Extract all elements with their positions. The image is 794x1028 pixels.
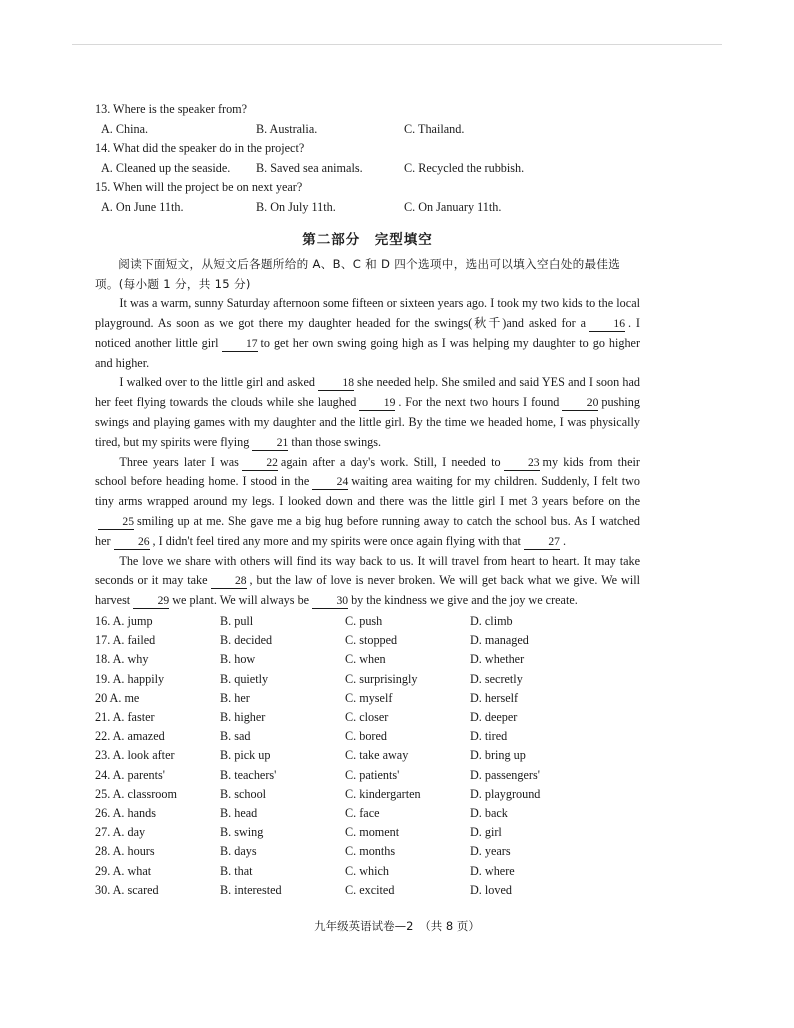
- option-c: C. kindergarten: [345, 786, 421, 801]
- option-a: 25. A. classroom: [95, 786, 177, 801]
- passage-text: than those swings.: [291, 434, 382, 449]
- blank-28: 28: [211, 574, 247, 589]
- option-a: 24. A. parents': [95, 767, 165, 782]
- option-row: [95, 670, 640, 689]
- option-b: B. sad: [220, 729, 251, 744]
- blank-21: 21: [252, 436, 288, 451]
- option-a: 22. A. amazed: [95, 729, 165, 744]
- option-a: A. On June 11th.: [101, 199, 184, 214]
- option-c: C. months: [345, 844, 396, 859]
- option-a: 26. A. hands: [95, 805, 156, 820]
- option-a: A. Cleaned up the seaside.: [101, 160, 231, 175]
- option-d: D. girl: [470, 825, 502, 840]
- passage-text: my kids from their school before heading home. I stood in the: [95, 454, 640, 489]
- passage-text: pushing swings and playing games with my daughter and the little girl. By the time we headed home, I was physically tired, but my spirits were flying: [95, 395, 640, 449]
- option-c: C. myself: [345, 690, 393, 705]
- option-b: B. her: [220, 690, 250, 705]
- question-options: [95, 198, 640, 217]
- passage-text: to get her own swing going high as I was helping my daughter to go higher and higher.: [95, 335, 641, 370]
- question-stem: 14. What did the speaker do in the project?: [95, 141, 305, 156]
- option-row: [95, 823, 640, 842]
- option-b: B. days: [220, 844, 257, 859]
- blank-18: 18: [318, 376, 354, 391]
- blank-22: 22: [242, 456, 278, 471]
- passage-text: she needed help. She smiled and said YES and I soon had her feet flying towards the clouds while she laughed: [95, 375, 640, 410]
- option-a: 27. A. day: [95, 825, 146, 840]
- blank-30: 30: [312, 594, 348, 609]
- option-a: 21. A. faster: [95, 709, 155, 724]
- option-b: B. pick up: [220, 748, 271, 763]
- option-d: D. managed: [470, 633, 529, 648]
- option-row: [95, 746, 640, 765]
- option-c: C. excited: [345, 882, 395, 897]
- question-14: [95, 139, 640, 177]
- option-row: [95, 842, 640, 861]
- option-c: C. closer: [345, 709, 389, 724]
- option-a: 16. A. jump: [95, 613, 153, 628]
- option-d: D. deeper: [470, 709, 518, 724]
- option-b: B. interested: [220, 882, 282, 897]
- question-stem: 15. When will the project be on next year?: [95, 180, 303, 195]
- option-row: [95, 785, 640, 804]
- question-options: [95, 120, 640, 139]
- passage-text: It was a warm, sunny Saturday afternoon some fifteen or sixteen years ago. I took my two kids to the local playground. As soon as we got there my daughter headed for the swings(秋千)and asked for a: [95, 296, 640, 330]
- option-d: D. whether: [470, 652, 525, 667]
- question-13: [95, 100, 640, 138]
- page-footer: 九年级英语试卷—2 （共 8 页）: [314, 919, 480, 933]
- option-row: [95, 766, 640, 785]
- option-d: D. loved: [470, 882, 512, 897]
- option-b: B. swing: [220, 825, 264, 840]
- option-b: B. On July 11th.: [256, 199, 336, 214]
- blank-20: 20: [562, 396, 598, 411]
- passage-paragraph-4: [95, 552, 640, 611]
- option-c: C. Recycled the rubbish.: [404, 160, 525, 175]
- option-b: B. decided: [220, 633, 273, 648]
- option-row: [95, 689, 640, 708]
- option-b: B. school: [220, 786, 267, 801]
- option-row: [95, 612, 640, 631]
- option-d: D. secretly: [470, 671, 523, 686]
- option-a: 19. A. happily: [95, 671, 165, 686]
- option-b: B. how: [220, 652, 256, 667]
- option-a: 18. A. why: [95, 652, 149, 667]
- option-row: [95, 631, 640, 650]
- option-a: 20 A. me: [95, 690, 140, 705]
- passage-text: Three years later I was: [119, 454, 239, 469]
- option-c: C. when: [345, 652, 386, 667]
- option-d: D. tired: [470, 729, 508, 744]
- passage-text: . For the next two hours I found: [398, 395, 560, 410]
- option-row: [95, 650, 640, 669]
- question-stem: 13. Where is the speaker from?: [95, 102, 248, 116]
- passage-paragraph-2: [95, 373, 640, 452]
- option-a: 28. A. hours: [95, 844, 155, 859]
- option-row: [95, 708, 640, 727]
- option-c: C. patients': [345, 767, 400, 782]
- answer-options-list: [95, 612, 640, 900]
- option-c: C. stopped: [345, 633, 398, 648]
- option-b: B. Australia.: [256, 121, 318, 136]
- option-c: C. On January 11th.: [404, 199, 502, 214]
- option-row: [95, 727, 640, 746]
- option-b: B. pull: [220, 613, 254, 628]
- passage-text: smiling up at me. She gave me a big hug before running away to catch the school bus. As I watched her: [95, 513, 640, 548]
- option-c: C. face: [345, 805, 380, 820]
- blank-23: 23: [504, 456, 540, 471]
- passage-paragraph-1: [95, 294, 640, 373]
- option-b: B. quietly: [220, 671, 269, 686]
- option-b: B. Saved sea animals.: [256, 160, 363, 175]
- option-d: D. bring up: [470, 748, 526, 763]
- passage-text: again after a day's work. Still, I needed to: [280, 454, 501, 469]
- option-row: [95, 881, 640, 900]
- blank-19: 19: [359, 396, 395, 411]
- option-b: B. head: [220, 805, 258, 820]
- option-a: 30. A. scared: [95, 882, 159, 897]
- option-d: D. back: [470, 805, 508, 820]
- blank-17: 17: [222, 337, 258, 352]
- passage-text: . I noticed another little girl: [95, 315, 640, 350]
- option-d: D. herself: [470, 690, 519, 705]
- blank-25: 25: [98, 515, 134, 530]
- option-c: C. bored: [345, 729, 387, 744]
- option-b: B. that: [220, 863, 253, 878]
- option-c: C. take away: [345, 748, 409, 763]
- option-d: D. playground: [470, 786, 541, 801]
- blank-24: 24: [312, 475, 348, 490]
- passage-text: waiting area waiting for my children. Suddenly, I felt two tiny arms wrapped around my legs. I looked down and there was the little girl I met 3 years before on the: [95, 474, 640, 509]
- option-d: D. passengers': [470, 767, 540, 782]
- passage-text: .: [562, 533, 566, 548]
- question-15: [95, 178, 640, 216]
- passage-text: , I didn't feel tired any more and my spirits were once again flying with that: [152, 533, 521, 548]
- option-c: C. which: [345, 863, 390, 878]
- blank-27: 27: [524, 535, 560, 550]
- option-c: C. moment: [345, 825, 400, 840]
- section-title: 第二部分 完型填空: [302, 231, 433, 248]
- blank-16: 16: [589, 317, 625, 332]
- option-row: [95, 804, 640, 823]
- option-b: B. teachers': [220, 767, 277, 782]
- section-instruction: 阅读下面短文，从短文后各题所给的 A、B、C 和 D 四个选项中，选出可以填入空白处的最佳选项。(每小题 1 分，共 15 分): [95, 257, 621, 292]
- option-c: C. Thailand.: [404, 121, 465, 136]
- blank-26: 26: [114, 535, 150, 550]
- passage-text: , but the law of love is never broken. We will get back what we give. We will harvest: [95, 573, 640, 608]
- passage-text: I walked over to the little girl and asked: [119, 375, 315, 390]
- option-a: 17. A. failed: [95, 633, 156, 648]
- page-top-edge: [72, 44, 722, 45]
- blank-29: 29: [133, 594, 169, 609]
- exam-sheet: [95, 100, 640, 900]
- option-a: 23. A. look after: [95, 748, 175, 763]
- option-c: C. surprisingly: [345, 671, 418, 686]
- option-c: C. push: [345, 613, 383, 628]
- option-b: B. higher: [220, 709, 266, 724]
- option-d: D. years: [470, 844, 511, 859]
- option-d: D. where: [470, 863, 515, 878]
- option-a: 29. A. what: [95, 863, 152, 878]
- option-row: [95, 862, 640, 881]
- passage-paragraph-3: [95, 453, 640, 552]
- option-a: A. China.: [101, 121, 149, 136]
- passage-text: by the kindness we give and the joy we create.: [351, 593, 578, 608]
- question-options: [95, 159, 640, 178]
- passage-text: we plant. We will always be: [172, 593, 310, 608]
- option-d: D. climb: [470, 613, 513, 628]
- passage-text: The love we share with others will find its way back to us. It will travel from heart to heart. It may take seconds or it may take: [95, 553, 640, 588]
